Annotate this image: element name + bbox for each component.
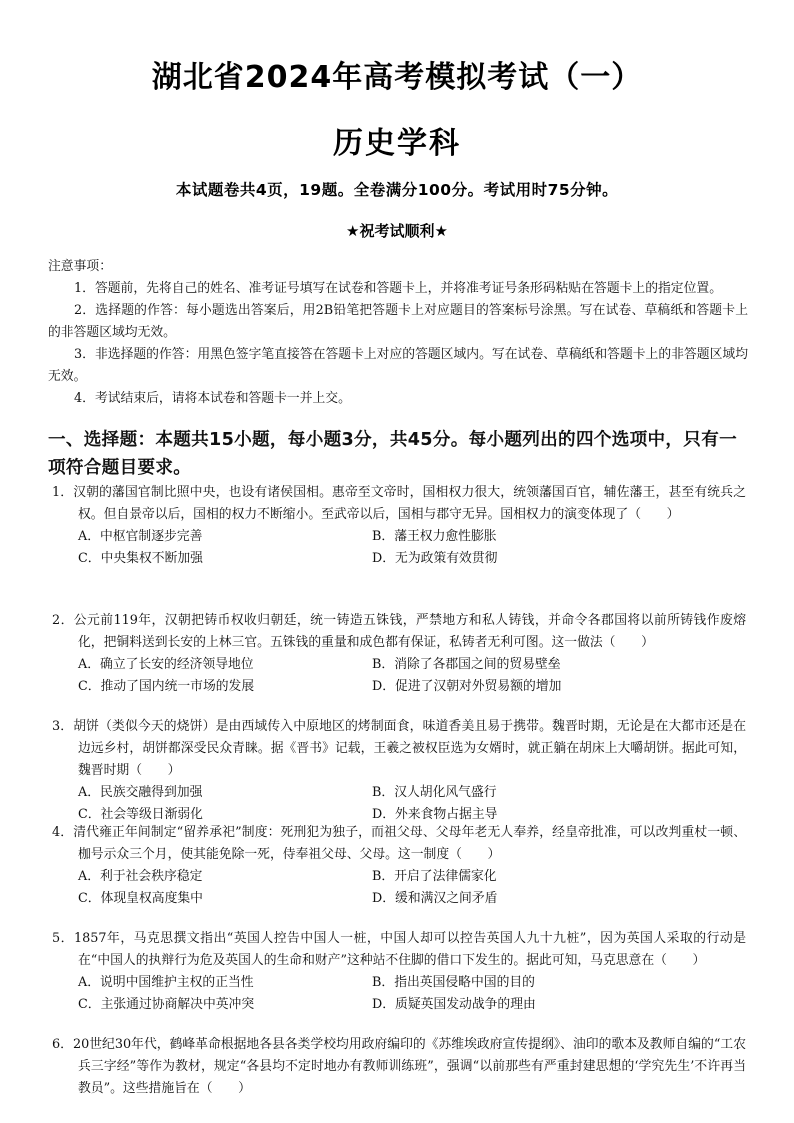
notice-heading: 注意事项： — [48, 259, 112, 274]
section-heading: 一、选择题：本题共15小题，每小题3分，共45分。每小题列出的四个选项中，只有一项符合题目要求。 — [48, 430, 737, 478]
option-d: D．缓和满汉之间矛盾 — [372, 891, 498, 906]
notice-block — [48, 256, 748, 410]
question-stem: 2．公元前119年，汉朝把铸币权收归朝廷，统一铸造五铢钱，严禁地方和私人铸钱，并命令各郡国将以前所铸钱作废熔化，把铜料送到长安的上林三官。五铢钱的重量和成色都有保证，私铸者无利可图。这一做法（ ） — [52, 613, 746, 650]
notice-item: 3．非选择题的作答：用黑色签字笔直接答在答题卡上对应的答题区域内。写在试卷、草稿纸和答题卡上的非答题区域均无效。 — [48, 347, 748, 384]
option-row — [52, 676, 746, 698]
option-row — [52, 526, 746, 548]
question-3 — [52, 716, 746, 826]
good-luck-line: ★祝考试顺利★ — [346, 222, 448, 240]
option-row — [52, 654, 746, 676]
question-1 — [52, 482, 746, 570]
option-d: D．质疑英国发动战争的理由 — [372, 997, 536, 1012]
option-row — [52, 782, 746, 804]
option-b: B．指出英国侵略中国的目的 — [372, 975, 535, 990]
exam-title: 湖北省2024年高考模拟考试（一） — [151, 60, 643, 95]
option-row — [52, 972, 746, 994]
option-a: A．中枢官制逐步完善 — [78, 529, 203, 544]
notice-item: 1．答题前，先将自己的姓名、准考证号填写在试卷和答题卡上，并将准考证号条形码粘贴在答题卡上的指定位置。 — [74, 281, 722, 296]
question-5 — [52, 928, 746, 1016]
option-a: A．利于社会秩序稳定 — [78, 869, 203, 884]
option-row — [52, 888, 746, 910]
question-2 — [52, 610, 746, 698]
option-d: D．外来食物占据主导 — [372, 807, 498, 822]
notice-item: 2．选择题的作答：每小题选出答案后，用2B铅笔把答题卡上对应题目的答案标号涂黑。写在试卷、草稿纸和答题卡上的非答题区域均无效。 — [48, 303, 748, 340]
option-a: A．确立了长安的经济领导地位 — [78, 657, 254, 672]
question-stem: 4．清代雍正年间制定“留养承祀”制度：死刑犯为独子，而祖父母、父母年老无人奉养，经皇帝批准，可以改判重杖一顿、枷号示众三个月，使其能免除一死，侍奉祖父母、父母。这一制度（ ） — [52, 825, 746, 862]
option-c: C．主张通过协商解决中英冲突 — [78, 997, 255, 1012]
exam-info: 本试题卷共4页，19题。全卷满分100分。考试用时75分钟。 — [175, 181, 619, 199]
question-stem: 5．1857年，马克思撰文指出“英国人控告中国人一桩，中国人却可以控告英国人九十九桩”，因为英国人采取的行动是在“中国人的执辩行为危及英国人的生命和财产”这种站不住脚的借口下发生的。据此可知，马克思意在（ ） — [52, 931, 746, 968]
option-row — [52, 994, 746, 1016]
notice-item: 4．考试结束后，请将本试卷和答题卡一并上交。 — [74, 391, 351, 406]
question-4 — [52, 822, 746, 910]
option-b: B．消除了各郡国之间的贸易壁垒 — [372, 657, 561, 672]
option-b: B．开启了法律儒家化 — [372, 869, 497, 884]
option-c: C．社会等级日渐弱化 — [78, 807, 203, 822]
question-stem: 1．汉朝的藩国官制比照中央，也设有诸侯国相。惠帝至文帝时，国相权力很大，统领藩国百官，辅佐藩王，甚至有统兵之权。但自景帝以后，国相的权力不断缩小。至武帝以后，国相与郡守无异。国相权力的演变体现了（ ） — [52, 485, 746, 522]
question-6 — [52, 1034, 746, 1100]
option-row — [52, 866, 746, 888]
subject-title: 历史学科 — [333, 126, 461, 161]
option-d: D．无为政策有效贯彻 — [372, 551, 498, 566]
option-c: C．中央集权不断加强 — [78, 551, 203, 566]
option-b: B．藩王权力愈性膨胀 — [372, 529, 497, 544]
question-stem: 3．胡饼（类似今天的烧饼）是由西域传入中原地区的烤制面食，味道香美且易于携带。魏晋时期，无论是在大都市还是在边远乡村，胡饼都深受民众青睐。据《晋书》记载，王羲之被权臣选为女婿时，就正躺在胡床上大嚼胡饼。据此可知，魏晋时期（ ） — [52, 719, 746, 778]
option-a: A．说明中国维护主权的正当性 — [78, 975, 254, 990]
option-a: A．民族交融得到加强 — [78, 785, 203, 800]
option-b: B．汉人胡化风气盛行 — [372, 785, 497, 800]
option-c: C．推动了国内统一市场的发展 — [78, 679, 255, 694]
option-d: D．促进了汉朝对外贸易额的增加 — [372, 679, 562, 694]
question-stem: 6．20世纪30年代，鹤峰革命根据地各县各类学校均用政府编印的《苏维埃政府宣传提纲》、油印的歌本及教师自编的“工农兵三字经”等作为教材，规定“各县均不定时地办有教师训练班”，强调“以前那些有严重封建思想的‘学究先生’不许再当教员”。这些措施旨在（ ） — [52, 1037, 746, 1096]
option-row — [52, 548, 746, 570]
option-c: C．体现皇权高度集中 — [78, 891, 203, 906]
